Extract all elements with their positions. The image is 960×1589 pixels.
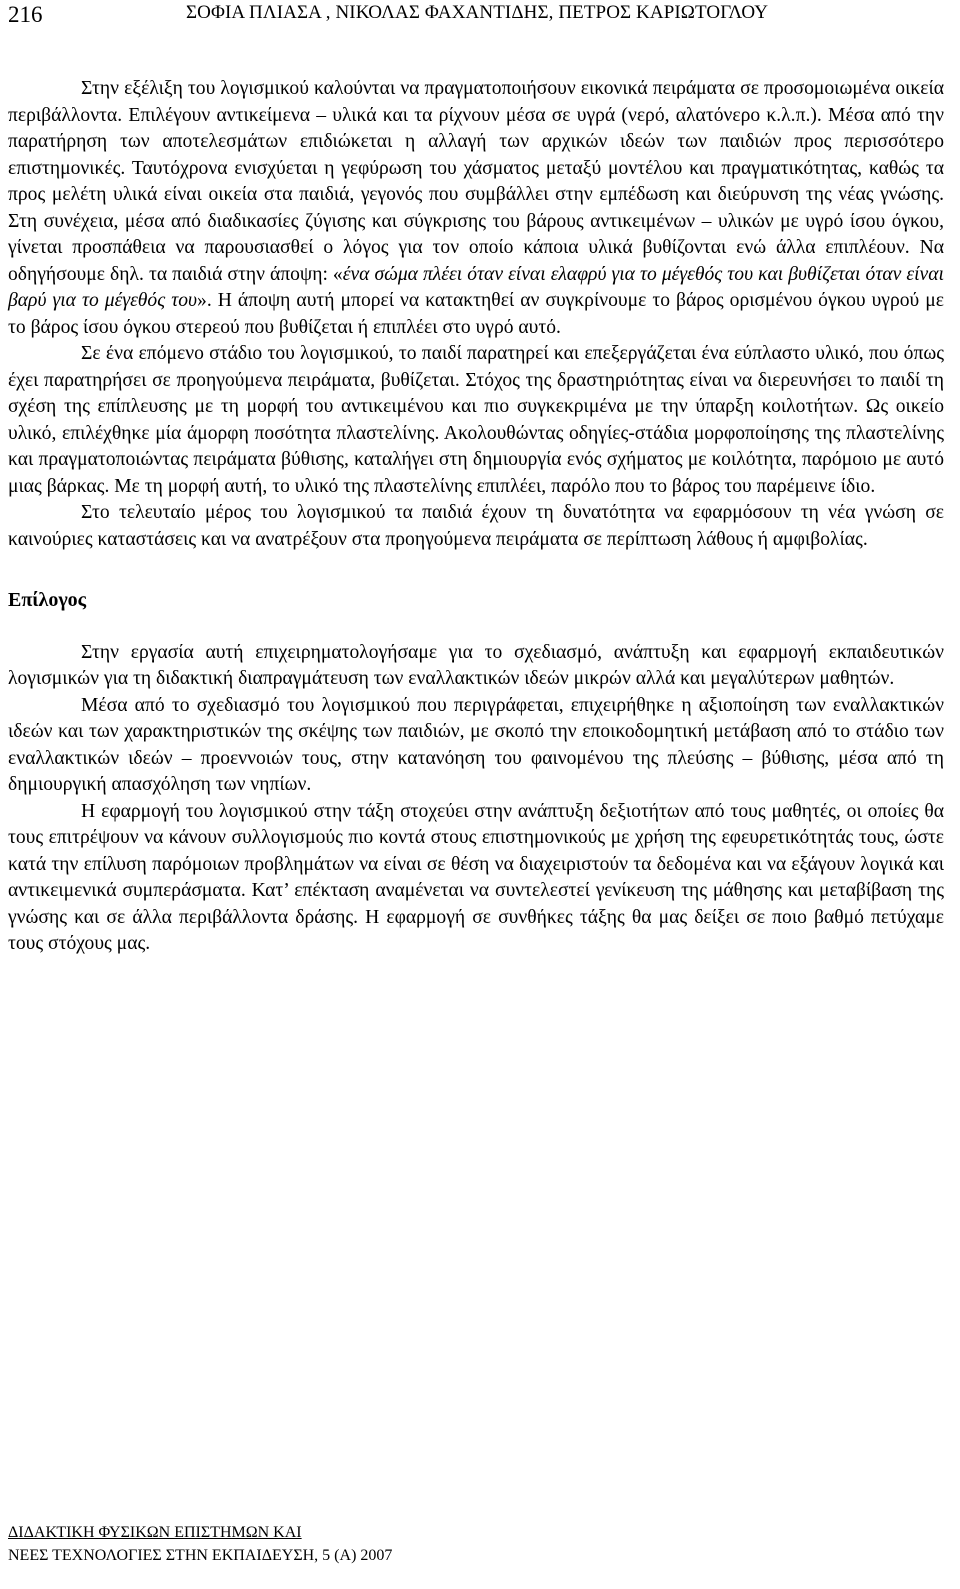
page-number: 216 [8,2,43,27]
footer-journal-title: ΔΙΔΑΚΤΙΚΗ ΦΥΣΙΚΩΝ ΕΠΙΣΤΗΜΩΝ ΚΑΙ [8,1524,302,1541]
paragraph-software-evolution [8,76,944,341]
paragraph-next-stage: Σε ένα επόμενο στάδιο του λογισμικού, το παιδί παρατηρεί και επεξεργάζεται ένα εύπλαστο υλικό, που όπως έχει παρατηρήσει σε προηγούμενα πειράματα, βυθίζεται. Στόχος της δραστηριότητας είναι να διερευνήσει το παιδί τη σχέση της επίπλευσης με τη μορφή του αντικειμένου και πιο συγκεκριμένα με την ύπαρξη κοιλοτήτων. Ως οικείο υλικό, επιλέχθηκε μία άμορφη ποσότητα πλαστελίνης. Ακολουθώντας οδηγίες-στάδια μορφοποίησης της πλαστελίνης και πραγματοποιώντας πειράματα βύθισης, καταλήγει στη δημιουργία ενός σχήματος με κοιλότητα, παρόμοιο με αυτό μιας βάρκας. Με τη μορφή αυτή, το υλικό της πλαστελίνης επιπλέει, παρόλο που το βάρος του παρέμεινε ίδιο. [8,343,944,497]
paragraph-text: Στην εξέλιξη του λογισμικού καλούνται να πραγματοποιήσουν εικονικά πειράματα σε προσομοιωμένα οικεία περιβάλλοντα. Επιλέγουν αντικείμενα – υλικά και τα ρίχνουν μέσα σε υγρά (νερό, αλατόνερο κ.λ.π.). Μέσα από την παρατήρηση των αποτελεσμάτων επιδιώκεται η αλλαγή των αρχικών ιδεών των παιδιών προς περισσότερο επιστημονικές. Ταυτόχρονα ενισχύεται η γεφύρωση του χάσματος μεταξύ μοντέλου και πραγματικότητας, καθώς τα προς μελέτη υλικά είναι οικεία στα παιδιά, γεγονός που συμβάλλει στην εμπέδωση και διεύρυνση της νέας γνώσης. Στη συνέχεια, μέσα από διαδικασίες ζύγισης και σύγκρισης του βάρους αντικειμένων – υλικών με υγρό ίσου όγκου, γίνεται προσπάθεια να παρουσιασθεί ο λόγος για τον οποίο κάποια υλικά βυθίζονται ενώ άλλα επιπλέουν. Να οδηγήσουμε δηλ. τα παιδιά στην άποψη: « [8,78,944,285]
paragraph-epilogue-2: Μέσα από το σχεδιασμό του λογισμικού που περιγράφεται, επιχειρήθηκε η αξιοποίηση των εναλλακτικών ιδεών και των χαρακτηριστικών της σκέψης των παιδιών, με σκοπό την εποικοδομητική μετάβαση από το στάδιο των εναλλακτικών ιδεών – προεννοιών τους, στην κατανόηση του φαινομένου της πλεύσης – βύθισης, μέσα από τη δημιουργική απασχόληση των νηπίων. [8,694,944,795]
paragraph-text: ». Η άποψη αυτή μπορεί να κατακτηθεί αν συγκρίνουμε το βάρος ορισμένου όγκου υγρού με το βάρος ίσου όγκου στερεού που βυθίζεται ή επιπλέει στο υγρό αυτό. [8,290,945,338]
paragraph-epilogue-3: Η εφαρμογή του λογισμικού στην τάξη στοχεύει στην ανάπτυξη δεξιοτήτων από τους μαθητές, οι οποίες θα τους επιτρέψουν να κάνουν συλλογισμούς πιο κοντά στους επιστημονικούς με χρήση της εφευρετικότητάς τους, ώστε κατά την επίλυση παρόμοιων προβλημάτων να είναι σε θέση να διαχειριστούν τα δεδομένα και να εξάγουν λογικά και αντικειμενικά συμπεράσματα. Κατ’ επέκταση αναμένεται να συντελεστεί γενίκευση της μάθησης και μεταβίβαση της γνώσης και σε άλλα περιβάλλοντα δράσης. Η εφαρμογή σε συνθήκες τάξης θα μας δείξει σε ποιο βαθμό πετύχαμε τους στόχους μας. [8,800,944,954]
italic-quote: ένα σώμα πλέει όταν είναι ελαφρύ για το μέγεθός του και βυθίζεται όταν είναι βαρύ για το μέγεθός του [8,263,944,311]
journal-footer [8,1521,392,1567]
footer-journal-issue: ΝΕΕΣ ΤΕΧΝΟΛΟΓΙΕΣ ΣΤΗΝ ΕΚΠΑΙΔΕΥΣΗ, 5 (Α) 2007 [8,1547,393,1564]
section-heading-epilogue: Επίλογος [8,589,87,611]
running-header-authors: ΣΟΦΙΑ ΠΛΙΑΣΑ , ΝΙΚΟΛΑΣ ΦΑΧΑΝΤΙΔΗΣ, ΠΕΤΡΟΣ ΚΑΡΙΩΤΟΓΛΟΥ [186,2,769,23]
paragraph-last-part: Στο τελευταίο μέρος του λογισμικού τα παιδιά έχουν τη δυνατότητα να εφαρμόσουν τη νέα γνώση σε καινούριες καταστάσεις και να ανατρέξουν στα προηγούμενα πειράματα σε περίπτωση λάθους ή αμφιβολίας. [8,502,944,550]
paragraph-epilogue-1: Στην εργασία αυτή επιχειρηματολογήσαμε για το σχεδιασμό, ανάπτυξη και εφαρμογή εκπαιδευτικών λογισμικών για τη διδακτική διαπραγμάτευση των εναλλακτικών ιδεών μικρών αλλά και μεγαλύτερων μαθητών. [8,641,944,689]
article-body [8,76,944,958]
